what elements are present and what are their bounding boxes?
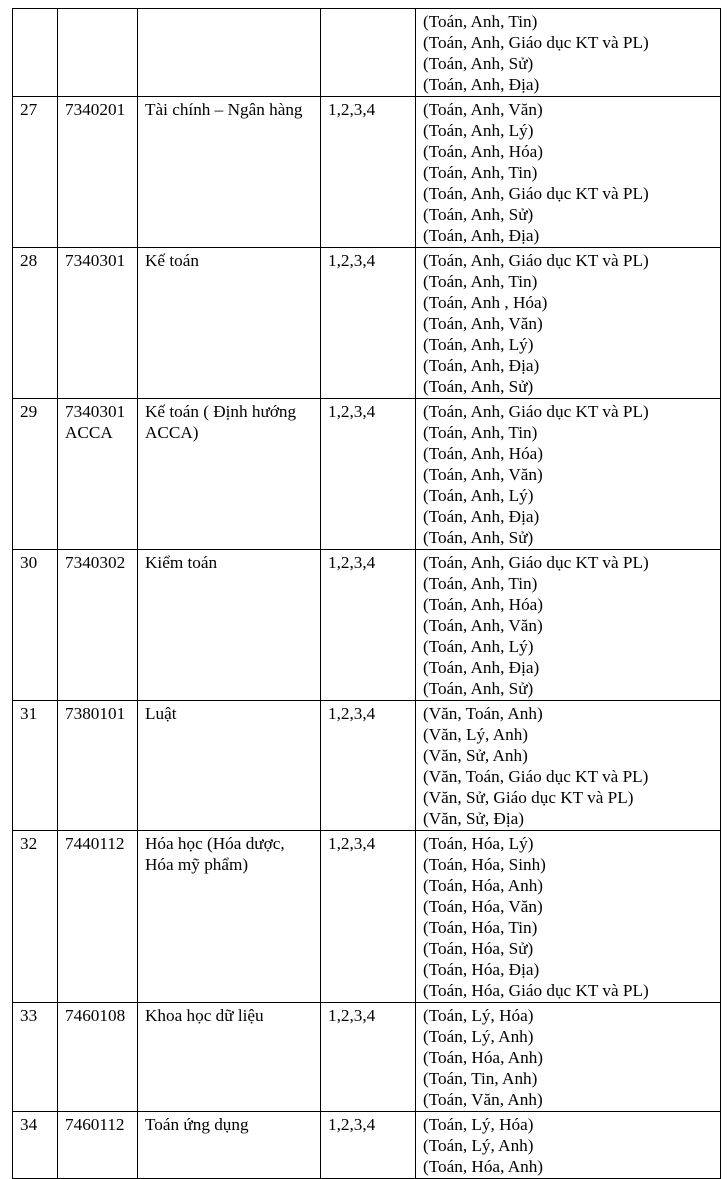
admission-methods-cell (321, 1112, 416, 1179)
row-number-cell (13, 399, 58, 550)
row-number-text: 29 (20, 402, 38, 421)
major-name-text: Khoa học dữ liệu (145, 1006, 264, 1025)
admission-methods-cell (321, 701, 416, 831)
major-name-text: Tài chính – Ngân hàng (145, 100, 303, 119)
major-name-cell (138, 9, 321, 97)
subject-combination: (Văn, Sử, Anh) (423, 746, 528, 765)
subject-combinations-cell (416, 248, 721, 399)
admission-methods-text: 1,2,3,4 (328, 402, 376, 421)
row-number-cell (13, 831, 58, 1003)
subject-combination: (Toán, Anh, Sử) (423, 205, 534, 224)
major-name-cell (138, 1112, 321, 1179)
row-number-text: 32 (20, 834, 38, 853)
major-name-cell (138, 550, 321, 701)
major-name-cell (138, 248, 321, 399)
subject-combination: (Toán, Anh, Lý) (423, 335, 534, 354)
major-code-text: 7340302 (65, 553, 126, 572)
row-number-text: 31 (20, 704, 38, 723)
subject-combination: (Toán, Lý, Hóa) (423, 1006, 534, 1025)
subject-combinations-cell (416, 701, 721, 831)
subject-combinations-cell (416, 1112, 721, 1179)
admission-methods-text: 1,2,3,4 (328, 704, 376, 723)
major-code-cell (58, 9, 138, 97)
subject-combination: (Toán, Anh, Địa) (423, 507, 540, 526)
table-row (13, 831, 721, 1003)
row-number-text: 30 (20, 553, 38, 572)
subject-combination: (Toán, Anh, Sử) (423, 54, 534, 73)
major-code-cell (58, 1003, 138, 1112)
major-code-cell (58, 831, 138, 1003)
subject-combination: (Toán, Lý, Hóa) (423, 1115, 534, 1134)
subject-combination: (Toán, Anh, Tin) (423, 574, 538, 593)
subject-combination: (Văn, Toán, Anh) (423, 704, 543, 723)
subject-combination: (Toán, Anh, Hóa) (423, 595, 544, 614)
subject-combination: (Toán, Anh, Tin) (423, 163, 538, 182)
row-number-cell (13, 550, 58, 701)
subject-combination: (Toán, Anh, Sử) (423, 377, 534, 396)
major-code-cell (58, 550, 138, 701)
admission-methods-text: 1,2,3,4 (328, 251, 376, 270)
subject-combination: (Toán, Hóa, Giáo dục KT và PL) (423, 981, 649, 1000)
major-code-text: 7460108 (65, 1006, 126, 1025)
admission-methods-cell (321, 550, 416, 701)
subject-combinations-cell (416, 550, 721, 701)
major-code-text: 7340201 (65, 100, 126, 119)
admission-methods-cell (321, 97, 416, 248)
subject-combination: (Toán, Anh, Văn) (423, 100, 543, 119)
major-name-text: Hóa học (Hóa dược, Hóa mỹ phẩm) (145, 834, 285, 874)
subject-combination: (Văn, Sử, Giáo dục KT và PL) (423, 788, 634, 807)
row-number-cell (13, 248, 58, 399)
subject-combination: (Toán, Anh, Địa) (423, 226, 540, 245)
row-number-text: 27 (20, 100, 38, 119)
table-body (13, 9, 721, 1179)
subject-combination: (Toán, Anh , Hóa) (423, 293, 548, 312)
subject-combination: (Toán, Hóa, Tin) (423, 918, 538, 937)
subject-combination: (Toán, Hóa, Anh) (423, 876, 544, 895)
major-name-cell (138, 1003, 321, 1112)
major-name-cell (138, 399, 321, 550)
subject-combination: (Toán, Anh, Tin) (423, 12, 538, 31)
table-row (13, 701, 721, 831)
row-number-cell (13, 1003, 58, 1112)
subject-combination: (Toán, Anh, Giáo dục KT và PL) (423, 402, 649, 421)
row-number-cell (13, 701, 58, 831)
major-name-cell (138, 831, 321, 1003)
major-code-cell (58, 248, 138, 399)
subject-combinations-cell (416, 399, 721, 550)
subject-combination: (Văn, Lý, Anh) (423, 725, 529, 744)
table-row (13, 1112, 721, 1179)
subject-combination: (Toán, Văn, Anh) (423, 1090, 543, 1109)
major-name-text: Luật (145, 704, 177, 723)
subject-combination: (Toán, Lý, Anh) (423, 1027, 534, 1046)
admission-methods-cell (321, 248, 416, 399)
major-code-text: 7340301 (65, 251, 126, 270)
row-number-text: 34 (20, 1115, 38, 1134)
subject-combination: (Toán, Hóa, Địa) (423, 960, 540, 979)
major-name-cell (138, 97, 321, 248)
subject-combination: (Toán, Anh, Giáo dục KT và PL) (423, 553, 649, 572)
admission-methods-text: 1,2,3,4 (328, 1006, 376, 1025)
major-code-text: 7380101 (65, 704, 126, 723)
subject-combination: (Toán, Anh, Văn) (423, 314, 543, 333)
admissions-table (12, 8, 721, 1179)
subject-combination: (Toán, Anh, Văn) (423, 616, 543, 635)
subject-combination: (Toán, Anh, Hóa) (423, 444, 544, 463)
subject-combination: (Toán, Anh, Lý) (423, 121, 534, 140)
subject-combination: (Toán, Anh, Lý) (423, 637, 534, 656)
table-row (13, 399, 721, 550)
major-code-cell (58, 701, 138, 831)
subject-combination: (Toán, Anh, Sử) (423, 679, 534, 698)
major-code-cell (58, 399, 138, 550)
subject-combination: (Toán, Hóa, Văn) (423, 897, 543, 916)
major-name-text: Toán ứng dụng (145, 1115, 249, 1134)
subject-combination: (Toán, Anh, Tin) (423, 272, 538, 291)
major-name-text: Kế toán ( Định hướng ACCA) (145, 402, 297, 442)
subject-combination: (Toán, Anh, Hóa) (423, 142, 544, 161)
subject-combination: (Toán, Hóa, Anh) (423, 1157, 544, 1176)
subject-combination: (Văn, Toán, Giáo dục KT và PL) (423, 767, 649, 786)
admission-methods-cell (321, 831, 416, 1003)
major-code-cell (58, 97, 138, 248)
subject-combination: (Toán, Anh, Địa) (423, 75, 540, 94)
subject-combination: (Toán, Anh, Sử) (423, 528, 534, 547)
major-code-text: 7440112 (65, 834, 125, 853)
table-row (13, 97, 721, 248)
subject-combination: (Toán, Anh, Giáo dục KT và PL) (423, 251, 649, 270)
subject-combination: (Toán, Lý, Anh) (423, 1136, 534, 1155)
subject-combination: (Toán, Anh, Văn) (423, 465, 543, 484)
subject-combination: (Toán, Anh, Giáo dục KT và PL) (423, 33, 649, 52)
subject-combinations-cell (416, 831, 721, 1003)
subject-combination: (Toán, Hóa, Sử) (423, 939, 534, 958)
subject-combinations-cell (416, 9, 721, 97)
admission-methods-cell (321, 399, 416, 550)
table-row (13, 9, 721, 97)
subject-combination: (Toán, Anh, Giáo dục KT và PL) (423, 184, 649, 203)
subject-combination: (Toán, Hóa, Lý) (423, 834, 534, 853)
subject-combination: (Toán, Anh, Địa) (423, 356, 540, 375)
row-number-cell (13, 97, 58, 248)
admission-methods-text: 1,2,3,4 (328, 834, 376, 853)
admission-methods-text: 1,2,3,4 (328, 1115, 376, 1134)
subject-combination: (Văn, Sử, Địa) (423, 809, 524, 828)
major-code-cell (58, 1112, 138, 1179)
row-number-text: 28 (20, 251, 38, 270)
subject-combination: (Toán, Anh, Địa) (423, 658, 540, 677)
table-row (13, 1003, 721, 1112)
major-name-text: Kiểm toán (145, 553, 218, 572)
subject-combinations-cell (416, 1003, 721, 1112)
subject-combination: (Toán, Anh, Lý) (423, 486, 534, 505)
major-code-text: 7460112 (65, 1115, 125, 1134)
subject-combination: (Toán, Hóa, Sinh) (423, 855, 546, 874)
admission-methods-text: 1,2,3,4 (328, 100, 376, 119)
admission-methods-cell (321, 9, 416, 97)
subject-combinations-cell (416, 97, 721, 248)
row-number-cell (13, 9, 58, 97)
admission-methods-cell (321, 1003, 416, 1112)
table-row (13, 550, 721, 701)
subject-combination: (Toán, Tin, Anh) (423, 1069, 538, 1088)
table-row (13, 248, 721, 399)
admission-methods-text: 1,2,3,4 (328, 553, 376, 572)
major-code-text: 7340301 ACCA (65, 402, 126, 442)
major-name-text: Kế toán (145, 251, 199, 270)
subject-combination: (Toán, Hóa, Anh) (423, 1048, 544, 1067)
row-number-cell (13, 1112, 58, 1179)
row-number-text: 33 (20, 1006, 38, 1025)
major-name-cell (138, 701, 321, 831)
subject-combination: (Toán, Anh, Tin) (423, 423, 538, 442)
